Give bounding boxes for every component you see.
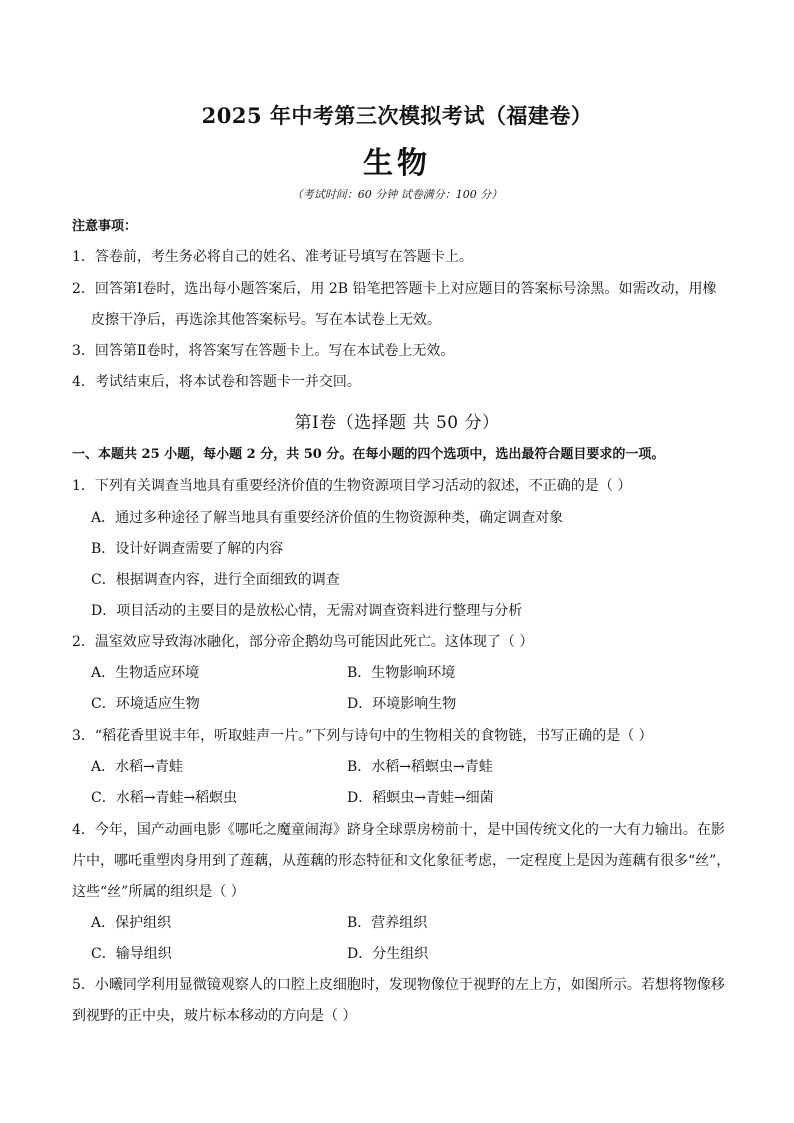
question-stem: 片中，哪吒重塑肉身用到了莲藕，从莲藕的形态特征和文化象征考虑，一定程度上是因为莲藕有很多“丝”， — [72, 853, 731, 869]
question-stem: 1．下列有关调查当地具有重要经济价值的生物资源项目学习活动的叙述，不正确的是（ ） — [72, 478, 632, 494]
option-c: C．水稻→青蛙→稻螟虫 — [91, 790, 238, 806]
exam-info: （考试时间：60 分钟 试卷满分：100 分） — [291, 188, 503, 201]
notice-item: 2．回答第Ⅰ卷时，选出每小题答案后，用 2B 铅笔把答题卡上对应题目的答案标号涂黑。如需改动，用橡 — [72, 281, 717, 297]
section-title: 第Ⅰ卷（选择题 共 50 分） — [294, 413, 500, 433]
option-a: A．保护组织 — [91, 915, 172, 931]
notice-heading: 注意事项： — [72, 219, 138, 234]
option-b: B．水稻→稻螟虫→青蛙 — [347, 759, 493, 775]
option-c: C．环境适应生物 — [91, 696, 200, 712]
question-stem: 4．今年，国产动画电影《哪吒之魔童闹海》跻身全球票房榜前十，是中国传统文化的一大有力输出。在影 — [72, 822, 725, 838]
option-b: B．设计好调查需要了解的内容 — [91, 541, 284, 557]
question-stem: 3．“稻花香里说丰年，听取蛙声一片。”下列与诗句中的生物相关的食物链，书写正确的是（ ） — [72, 728, 653, 744]
question-stem: 到视野的正中央，玻片标本移动的方向是（ ） — [72, 1008, 357, 1024]
option-a: A．水稻→青蛙 — [91, 759, 183, 775]
exam-subject: 生物 — [363, 146, 431, 181]
option-b: B．营养组织 — [347, 915, 428, 931]
question-stem: 5．小曦同学利用显微镜观察人的口腔上皮细胞时，发现物像位于视野的左上方，如图所示。若想将物像移 — [72, 977, 725, 993]
option-a: A．通过多种途径了解当地具有重要经济价值的生物资源种类，确定调查对象 — [91, 510, 564, 526]
option-d: D．稻螟虫→青蛙→细菌 — [347, 790, 494, 806]
notice-item: 皮擦干净后，再选涂其他答案标号。写在本试卷上无效。 — [91, 312, 441, 328]
option-c: C．根据调查内容，进行全面细致的调查 — [91, 572, 340, 588]
section-instruction: 一、本题共 25 小题，每小题 2 分，共 50 分。在每小题的四个选项中，选出最符合题目要求的一项。 — [72, 447, 665, 462]
notice-item: 1．答卷前，考生务必将自己的姓名、准考证号填写在答题卡上。 — [72, 249, 473, 265]
option-d: D．环境影响生物 — [347, 696, 457, 712]
notice-item: 4．考试结束后，将本试卷和答题卡一并交回。 — [72, 374, 361, 390]
option-c: C．输导组织 — [91, 946, 172, 962]
question-stem: 这些“丝”所属的组织是（ ） — [72, 884, 245, 900]
option-d: D．项目活动的主要目的是放松心情，无需对调查资料进行整理与分析 — [91, 603, 523, 619]
option-b: B．生物影响环境 — [347, 665, 456, 681]
exam-title: 2025 年中考第三次模拟考试（福建卷） — [201, 103, 593, 128]
option-d: D．分生组织 — [347, 946, 429, 962]
option-a: A．生物适应环境 — [91, 665, 200, 681]
notice-item: 3．回答第Ⅱ卷时，将答案写在答题卡上。写在本试卷上无效。 — [72, 343, 455, 359]
question-stem: 2．温室效应导致海冰融化，部分帝企鹅幼鸟可能因此死亡。这体现了（ ） — [72, 634, 534, 650]
